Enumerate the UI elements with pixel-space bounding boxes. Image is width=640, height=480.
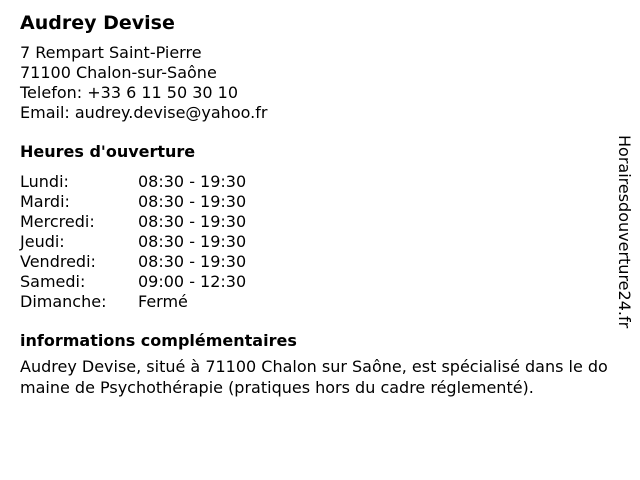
hours-row: [20, 212, 610, 232]
business-card: [20, 10, 610, 398]
hours-day: Vendredi:: [20, 252, 96, 271]
hours-time: 08:30 - 19:30: [138, 192, 247, 211]
hours-row: [20, 292, 610, 312]
phone-line: Telefon: +33 6 11 50 30 10: [20, 83, 239, 102]
hours-time: 08:30 - 19:30: [138, 212, 247, 231]
info-title: informations complémentaires: [20, 331, 297, 350]
business-name: Audrey Devise: [20, 12, 175, 34]
hours-row: [20, 252, 610, 272]
hours-day: Dimanche:: [20, 292, 107, 311]
hours-row: [20, 272, 610, 292]
hours-day: Jeudi:: [20, 232, 65, 251]
hours-day: Lundi:: [20, 172, 69, 191]
hours-time: 09:00 - 12:30: [138, 272, 247, 291]
hours-time: 08:30 - 19:30: [138, 232, 247, 251]
site-watermark: Horairesdouverture24.fr: [615, 135, 634, 329]
hours-time: Fermé: [138, 292, 188, 311]
info-text: Audrey Devise, situé à 71100 Chalon sur Saône, est spécialisé dans le domaine de Psychothérapie (pratiques hors du cadre réglementé).: [20, 357, 608, 397]
contact-block: [20, 43, 610, 123]
hours-table: [20, 172, 610, 312]
hours-title: Heures d'ouverture: [20, 142, 196, 161]
address-line-2: 71100 Chalon-sur-Saône: [20, 63, 217, 82]
hours-row: [20, 192, 610, 212]
hours-row: [20, 172, 610, 192]
email-line: Email: audrey.devise@yahoo.fr: [20, 103, 268, 122]
hours-day: Mardi:: [20, 192, 70, 211]
hours-row: [20, 232, 610, 252]
address-line-1: 7 Rempart Saint-Pierre: [20, 43, 202, 62]
hours-day: Samedi:: [20, 272, 86, 291]
hours-day: Mercredi:: [20, 212, 95, 231]
hours-time: 08:30 - 19:30: [138, 252, 247, 271]
hours-time: 08:30 - 19:30: [138, 172, 247, 191]
